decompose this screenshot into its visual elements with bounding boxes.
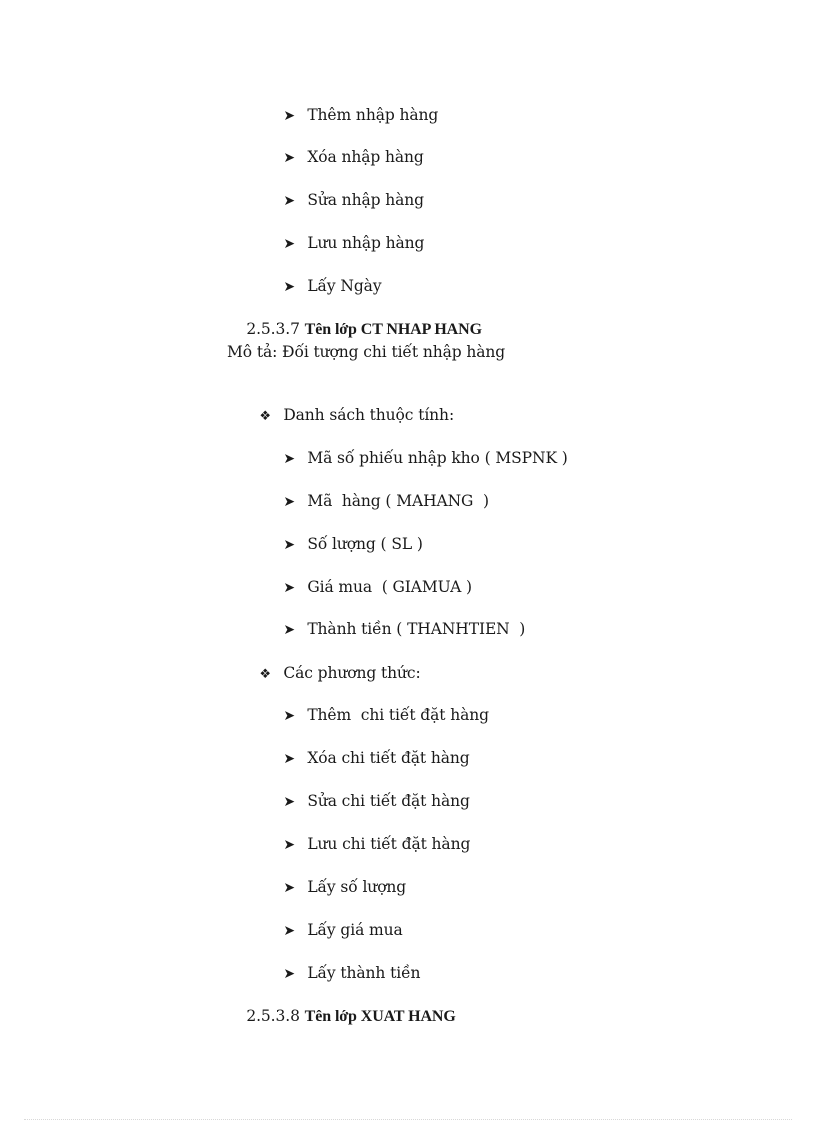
list-item: ➤ Số lượng ( SL ) <box>283 535 423 553</box>
page-bottom-divider <box>24 1119 792 1120</box>
arrow-bullet-icon: ➤ <box>283 279 295 295</box>
class-description: Mô tả: Đối tượng chi tiết nhập hàng <box>227 343 506 361</box>
arrow-bullet-icon: ➤ <box>283 108 295 124</box>
list-item: ➤ Lấy Ngày <box>283 277 382 295</box>
list-item: ➤ Sửa chi tiết đặt hàng <box>283 792 470 810</box>
section-heading: 2.5.3.8 Tên lớp XUAT HANG <box>246 1007 456 1025</box>
arrow-bullet-icon: ➤ <box>283 580 295 596</box>
diamond-bullet-icon: ❖ <box>259 409 271 424</box>
list-item: ➤ Lấy thành tiền <box>283 964 421 982</box>
arrow-bullet-icon: ➤ <box>283 150 295 166</box>
attributes-heading: ❖ Danh sách thuộc tính: <box>240 385 454 447</box>
list-item: ➤ Lấy giá mua <box>283 921 403 939</box>
list-item: ➤ Giá mua ( GIAMUA ) <box>283 578 472 596</box>
arrow-bullet-icon: ➤ <box>283 837 295 853</box>
arrow-bullet-icon: ➤ <box>283 794 295 810</box>
list-item: ➤ Mã số phiếu nhập kho ( MSPNK ) <box>283 449 568 467</box>
section-heading: 2.5.3.7 Tên lớp CT NHAP HANG <box>246 320 482 338</box>
arrow-bullet-icon: ➤ <box>283 966 295 982</box>
arrow-bullet-icon: ➤ <box>283 708 295 724</box>
list-item: ➤ Thành tiền ( THANHTIEN ) <box>283 620 526 638</box>
list-item: ➤ Thêm chi tiết đặt hàng <box>283 706 489 724</box>
arrow-bullet-icon: ➤ <box>283 236 295 252</box>
list-item: ➤ Xóa nhập hàng <box>283 148 424 166</box>
list-item: ➤ Mã hàng ( MAHANG ) <box>283 492 489 510</box>
methods-heading: ❖ Các phương thức: <box>240 643 421 705</box>
list-item: ➤ Lấy số lượng <box>283 878 407 896</box>
arrow-bullet-icon: ➤ <box>283 451 295 467</box>
list-item: ➤ Lưu nhập hàng <box>283 234 425 252</box>
list-item: ➤ Sửa nhập hàng <box>283 191 424 209</box>
arrow-bullet-icon: ➤ <box>283 193 295 209</box>
arrow-bullet-icon: ➤ <box>283 880 295 896</box>
diamond-bullet-icon: ❖ <box>259 667 271 682</box>
list-item: ➤ Xóa chi tiết đặt hàng <box>283 749 470 767</box>
arrow-bullet-icon: ➤ <box>283 622 295 638</box>
list-item: ➤ Thêm nhập hàng <box>283 106 439 124</box>
arrow-bullet-icon: ➤ <box>283 751 295 767</box>
list-item: ➤ Lưu chi tiết đặt hàng <box>283 835 471 853</box>
arrow-bullet-icon: ➤ <box>283 494 295 510</box>
arrow-bullet-icon: ➤ <box>283 537 295 553</box>
arrow-bullet-icon: ➤ <box>283 923 295 939</box>
